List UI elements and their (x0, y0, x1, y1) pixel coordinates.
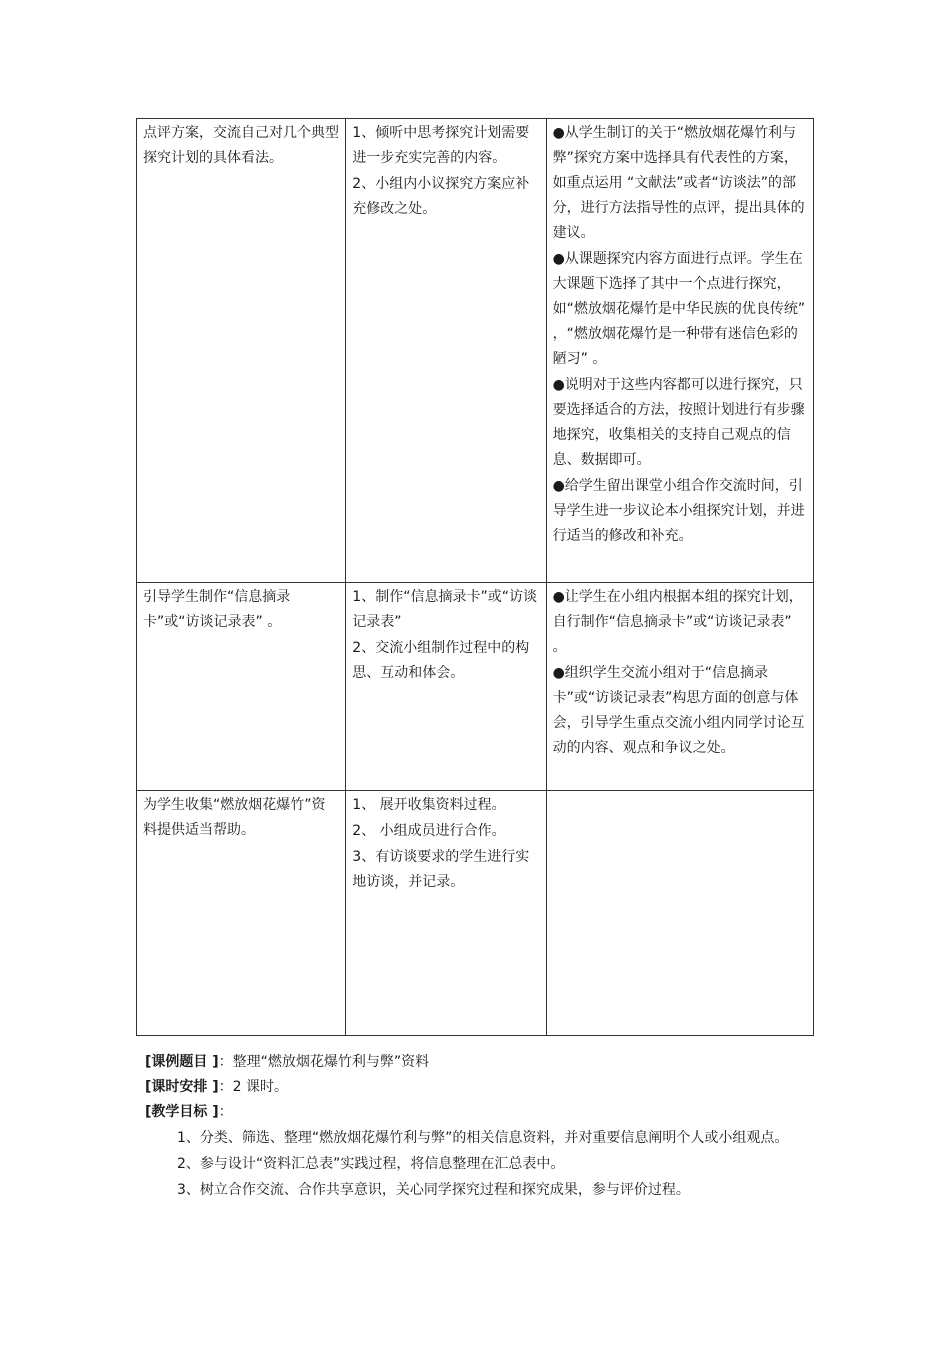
design-note: ●让学生在小组内根据本组的探究计划，自行制作“信息摘录卡”或“访谈记录表” 。 (552, 589, 803, 655)
design-note: ●给学生留出课堂小组合作交流时间，引导学生进一步议论本小组探究计划，并进行适当的修改和补充。 (552, 478, 805, 544)
table-row (137, 583, 814, 791)
design-note: ●从学生制订的关于“燃放烟花爆竹利与弊”探究方案中选择具有代表性的方案， 如重点运用 “文献法”或者“访谈法”的部分，进行方法指导性的点评，提出具体的建议。 (552, 125, 805, 241)
lesson-goals-line (145, 1100, 805, 1125)
teacher-activity-cell (137, 119, 346, 583)
student-activity-cell (346, 791, 546, 1036)
student-activity-item: 2、小组内小议探究方案应补充修改之处。 (352, 176, 530, 217)
lesson-hours-value: ：2 课时。 (218, 1079, 289, 1095)
student-activity-item: 1、 展开收集资料过程。 (352, 797, 506, 813)
student-activity-cell (346, 583, 546, 791)
teacher-activity-text: 点评方案，交流自己对几个典型探究计划的具体看法。 (143, 125, 339, 166)
table-row (137, 119, 814, 583)
lesson-goal-item: 1、分类、筛选、整理“燃放烟花爆竹利与弊”的相关信息资料，并对重要信息阐明个人或小组观点。 (177, 1130, 789, 1146)
design-notes-cell (546, 583, 813, 791)
teacher-activity-text: 引导学生制作“信息摘录卡”或“访谈记录表” 。 (143, 589, 291, 630)
teacher-activity-cell (137, 583, 346, 791)
lesson-hours-label: [课时安排 ] (145, 1079, 219, 1095)
lesson-goals-label: [教学目标 ] (145, 1104, 219, 1120)
lesson-topic-label: [课例题目 ] (145, 1054, 219, 1070)
teacher-activity-text: 为学生收集“燃放烟花爆竹”资料提供适当帮助。 (143, 797, 326, 838)
lesson-topic-line (145, 1050, 805, 1075)
lesson-info (145, 1050, 805, 1204)
design-note: ●从课题探究内容方面进行点评。学生在大课题下选择了其中一个点进行探究，如“燃放烟花爆竹是中华民族的优良传统” ，“燃放烟花爆竹是一种带有迷信色彩的陋习” 。 (552, 251, 806, 367)
lesson-hours-line (145, 1075, 805, 1100)
student-activity-item: 3、有访谈要求的学生进行实地访谈，并记录。 (352, 849, 530, 890)
lesson-goal-item: 2、参与设计“资料汇总表”实践过程，将信息整理在汇总表中。 (177, 1156, 565, 1172)
design-note: ●说明对于这些内容都可以进行探究，只要选择适合的方法，按照计划进行有步骤地探究，收集相关的支持自己观点的信息、数据即可。 (552, 377, 805, 468)
design-note: ●组织学生交流小组对于“信息摘录卡”或“访谈记录表”构思方面的创意与体会，引导学生重点交流小组内同学讨论互动的内容、观点和争议之处。 (552, 665, 805, 756)
student-activity-item: 2、交流小组制作过程中的构思、互动和体会。 (352, 640, 530, 681)
student-activity-item: 1、制作“信息摘录卡”或“访谈记录表” (352, 589, 537, 630)
lesson-goal-item: 3、树立合作交流、合作共享意识，关心同学探究过程和探究成果，参与评价过程。 (177, 1182, 690, 1198)
student-activity-item: 1、倾听中思考探究计划需要进一步充实完善的内容。 (352, 125, 530, 166)
design-notes-cell (546, 791, 813, 1036)
lesson-topic-value: ：整理“燃放烟花爆竹利与弊”资料 (218, 1054, 430, 1070)
student-activity-cell (346, 119, 546, 583)
lesson-plan-table (136, 118, 814, 1036)
lesson-goals-value: ： (218, 1104, 233, 1120)
table-row (137, 791, 814, 1036)
teacher-activity-cell (137, 791, 346, 1036)
design-notes-cell (546, 119, 813, 583)
student-activity-item: 2、 小组成员进行合作。 (352, 823, 506, 839)
